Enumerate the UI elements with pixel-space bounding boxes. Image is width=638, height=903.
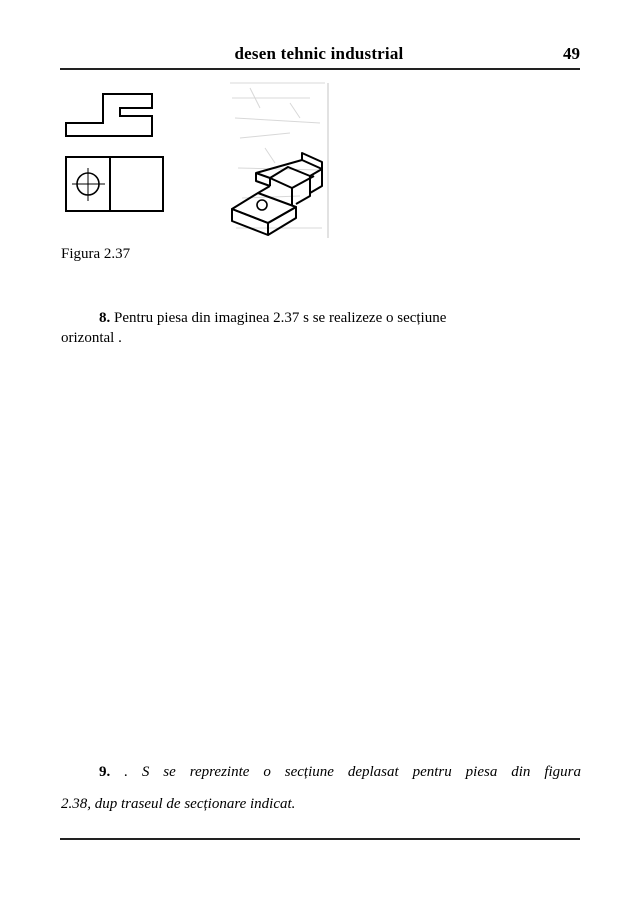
isometric-view [232,153,322,235]
exercise-9-line2: 2.38, dup traseul de secționare indicat. [61,796,296,812]
technical-drawing-figure [60,78,340,243]
exercise-8-number: 8. [99,310,111,326]
header-rule [60,68,580,70]
front-view [66,157,163,211]
exercise-9-line1: . S se reprezinte o secțiune deplasat pentru piesa din figura [124,764,582,780]
exercise-9-number: 9. [99,764,111,780]
exercise-8-line1: Pentru piesa din imaginea 2.37 s se realizeze o secțiune [114,310,447,326]
page-number: 49 [563,44,580,63]
running-header-title: desen tehnic industrial [234,44,404,63]
exercise-9 [61,762,581,814]
exercise-8-line2: orizontal . [61,330,122,346]
footer-rule [60,838,580,840]
exercise-8 [61,308,581,348]
top-view-profile [66,94,152,136]
figure-caption: Figura 2.37 [61,246,131,262]
